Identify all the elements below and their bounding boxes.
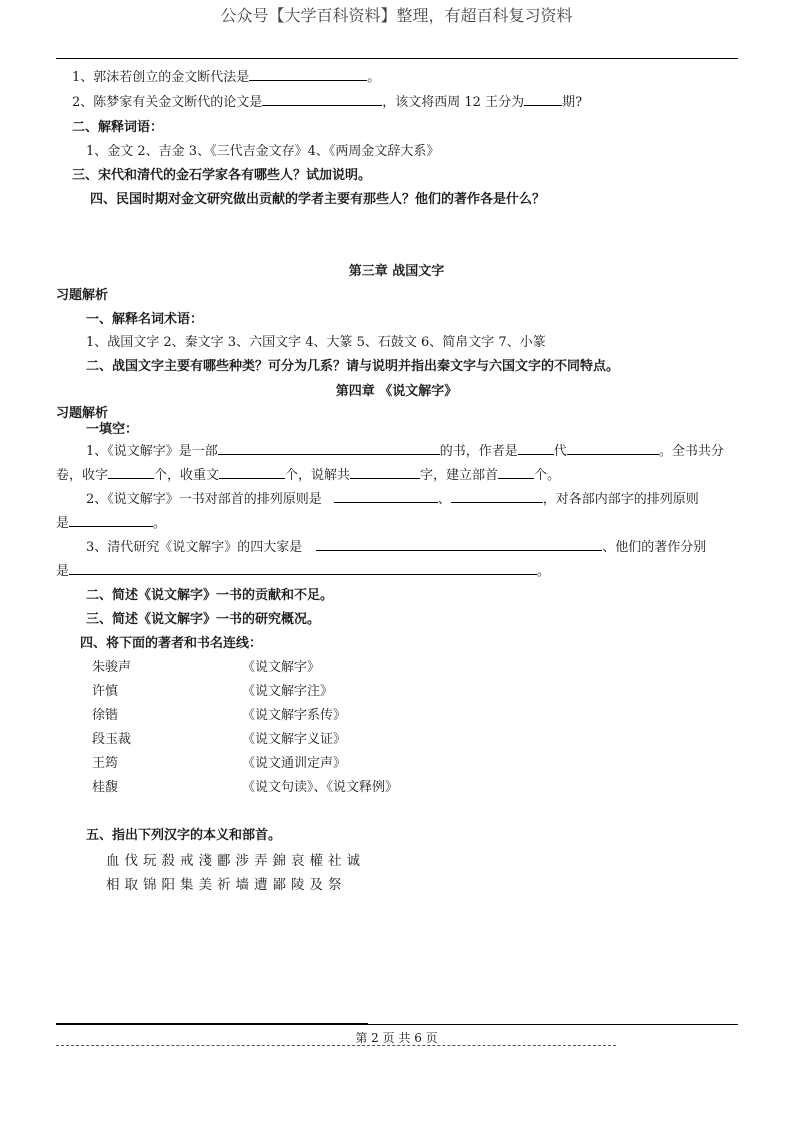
- chapter-4-heading-2: 二、简述《说文解字》一书的贡献和不足。: [86, 588, 334, 603]
- answer-blank[interactable]: [316, 538, 602, 551]
- book-item[interactable]: 《说文解字义证》: [242, 732, 347, 747]
- author-item[interactable]: 许慎: [92, 684, 119, 699]
- chapter-4-heading-1: 一填空：: [86, 422, 139, 437]
- answer-blank[interactable]: [567, 442, 659, 455]
- answer-blank[interactable]: [334, 490, 438, 503]
- ch4-question-3-line-1: [86, 536, 706, 555]
- chapter-4-heading-5: 五、指出下列汉字的本义和部首。: [86, 828, 282, 843]
- text: 。全书共分: [658, 444, 724, 459]
- footer-bar: [56, 1023, 368, 1025]
- footer-dashed-line: [56, 1045, 616, 1046]
- text: 是: [56, 564, 70, 579]
- text: ，对各部内部字的排列原则: [542, 492, 699, 507]
- book-item[interactable]: 《说文句读》、《说文释例》: [242, 780, 399, 795]
- book-item[interactable]: 《说文解字注》: [242, 684, 334, 699]
- chapter-3-heading-1: 一、解释名词术语：: [86, 312, 204, 327]
- author-item[interactable]: 段玉裁: [92, 732, 132, 747]
- text: 。: [153, 516, 167, 531]
- text: 卷，收字: [56, 468, 109, 483]
- text: 、他们的著作分别: [602, 540, 707, 555]
- question-2: [72, 91, 582, 110]
- text: 2、《说文解字》一书对部首的排列原则是: [86, 492, 322, 507]
- answer-blank[interactable]: [69, 562, 537, 575]
- answer-blank[interactable]: [350, 466, 420, 479]
- answer-blank[interactable]: [262, 93, 382, 106]
- text: 字，建立部首: [420, 468, 499, 483]
- ch4-question-1-line-2: [56, 464, 560, 483]
- answer-blank[interactable]: [218, 442, 440, 455]
- book-item[interactable]: 《说文通训定声》: [242, 756, 347, 771]
- answer-blank[interactable]: [249, 68, 367, 81]
- author-item[interactable]: 朱骏声: [92, 660, 132, 675]
- question-1-end: 。: [367, 70, 381, 85]
- question-1: [72, 66, 380, 85]
- book-item[interactable]: 《说文解字系传》: [242, 708, 347, 723]
- author-item[interactable]: 桂馥: [92, 780, 119, 795]
- text: 。: [537, 564, 551, 579]
- answer-blank[interactable]: [518, 442, 554, 455]
- header-rule: [56, 58, 738, 59]
- answer-blank[interactable]: [69, 514, 153, 527]
- question-2-text-c: 期?: [562, 95, 583, 110]
- chapter-4-heading-3: 三、简述《说文解字》一书的研究概况。: [86, 612, 321, 627]
- question-2-text-a: 2、陈梦家有关金文断代的论文是: [72, 95, 263, 110]
- character-list-2: 相取锦阳集美祈墙遭鄙陵及祭: [106, 877, 347, 893]
- author-item[interactable]: 王筠: [92, 756, 119, 771]
- question-2-text-b: ，该文将西周 12 王分为: [382, 95, 525, 110]
- answer-blank[interactable]: [219, 466, 285, 479]
- text: 代: [553, 444, 567, 459]
- page-number: 第 2 页 共 6 页: [355, 1031, 438, 1045]
- ch4-question-1-line-1: [86, 440, 724, 459]
- text: 个。: [534, 468, 561, 483]
- section-heading-3: 三、宋代和清代的金石学家各有哪些人？试加说明。: [72, 168, 372, 183]
- answer-blank[interactable]: [451, 490, 543, 503]
- ch4-question-2-line-1: [86, 488, 699, 507]
- text: 1、《说文解字》是一部: [86, 444, 218, 459]
- footer-rule: [368, 1024, 738, 1025]
- chapter-4-heading-4: 四、将下面的著者和书名连线：: [80, 636, 263, 651]
- chapter-3-heading-2: 二、战国文字主要有哪些种类？可分为几系？请与说明并指出秦文字与六国文字的不同特点。: [86, 359, 620, 374]
- answer-blank[interactable]: [524, 93, 562, 106]
- text: 3、清代研究《说文解字》的四大家是: [86, 540, 303, 555]
- page-header: 公众号【大学百科资料】整理，有超百科复习资料: [220, 6, 573, 25]
- chapter-3-subtitle: 习题解析: [56, 288, 109, 303]
- section-heading-4: 四、民国时期对金文研究做出贡献的学者主要有那些人？他们的著作各是什么？: [90, 192, 546, 207]
- text: 是: [56, 516, 70, 531]
- chapter-3-title: 第三章 战国文字: [348, 264, 445, 279]
- text: 个，收重文: [154, 468, 220, 483]
- ch4-question-3-line-2: [56, 560, 550, 579]
- chapter-4-title: 第四章 《说文解字》: [335, 384, 458, 399]
- book-item[interactable]: 《说文解字》: [242, 660, 321, 675]
- answer-blank[interactable]: [498, 466, 534, 479]
- section-heading-2: 二、解释词语：: [72, 120, 164, 135]
- text: 个，说解共: [285, 468, 351, 483]
- text: 、: [437, 492, 451, 507]
- question-1-text: 1、郭沫若创立的金文断代法是: [72, 70, 250, 85]
- chapter-3-terms: 1、战国文字 2、秦文字 3、六国文字 4、大篆 5、石鼓文 6、简帛文字 7、小篆: [86, 335, 546, 350]
- term-list: 1、金文 2、吉金 3、《三代吉金文存》4、《两周金文辞大系》: [86, 144, 440, 159]
- chapter-4-subtitle: 习题解析: [56, 406, 109, 421]
- answer-blank[interactable]: [108, 466, 154, 479]
- text: 的书，作者是: [439, 444, 518, 459]
- author-item[interactable]: 徐锴: [92, 708, 119, 723]
- ch4-question-2-line-2: [56, 512, 166, 531]
- character-list-1: 血伐玩殺戒淺酈涉弄錦哀權社诚: [106, 853, 365, 869]
